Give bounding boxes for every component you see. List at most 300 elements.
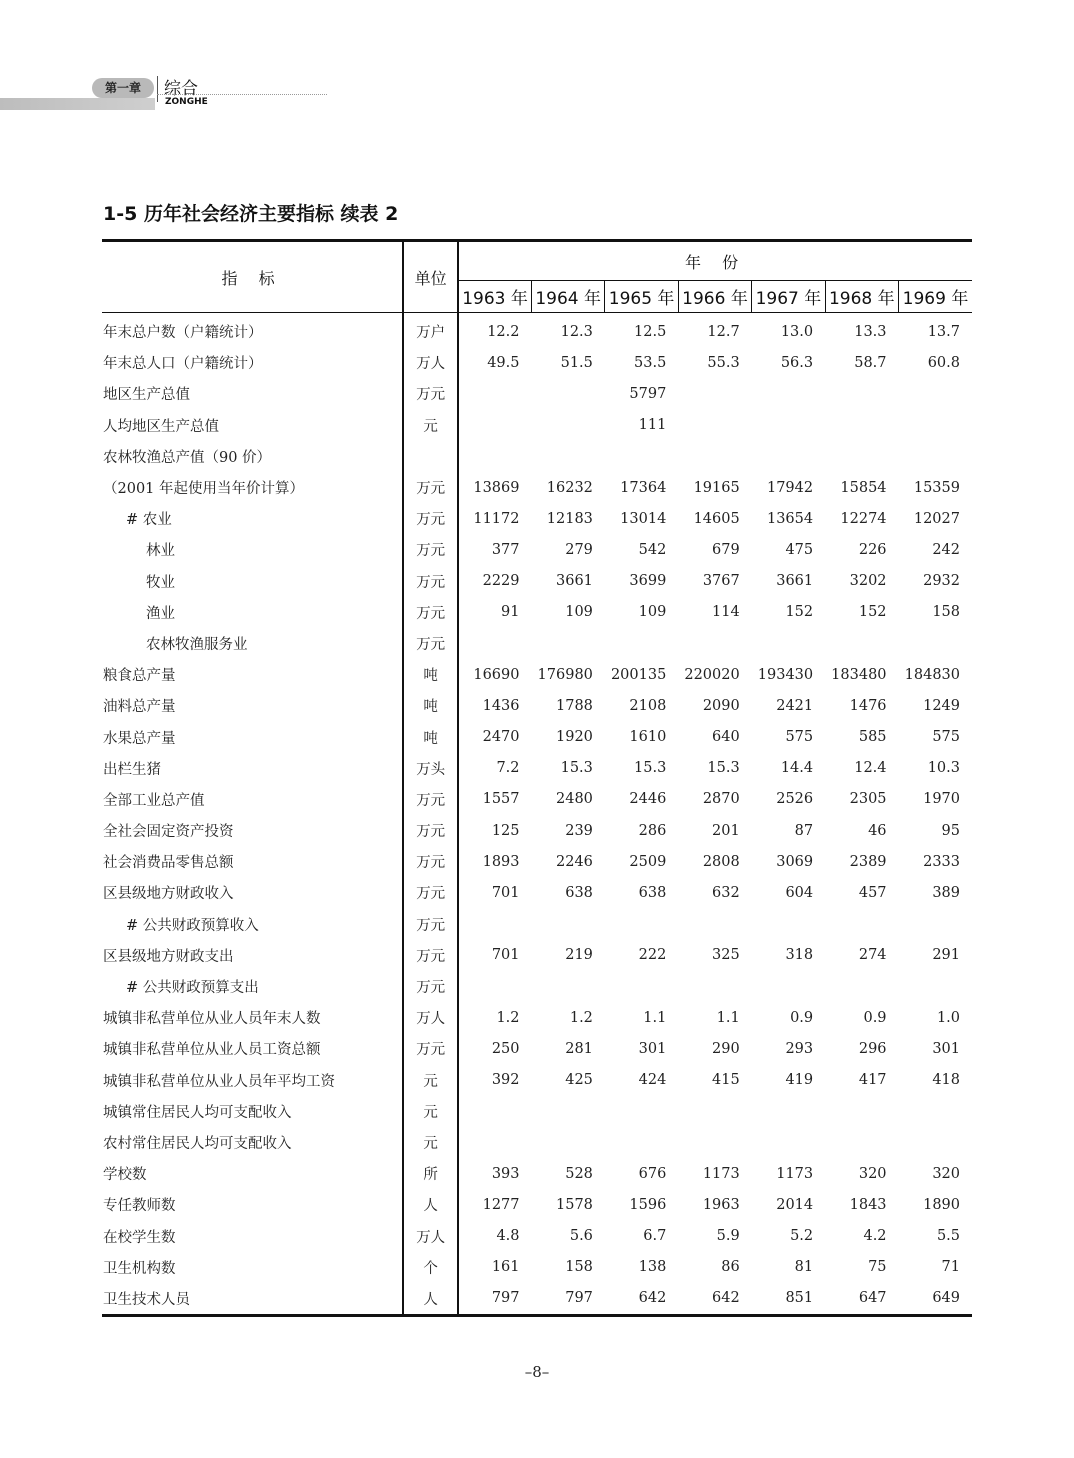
value-cell: 15.3 [634, 760, 667, 777]
chapter-badge: 第一章 [92, 78, 154, 98]
value-cell [752, 909, 825, 940]
unit-cell: 万元 [403, 378, 458, 409]
value-cell [605, 628, 678, 659]
page-number: –8– [524, 1363, 550, 1381]
value-cell: 5.6 [569, 1228, 593, 1245]
table-row [102, 721, 972, 752]
value-cell: 1963 [702, 1196, 740, 1213]
indicator-name: 在校学生数 [103, 1229, 176, 1246]
value-cell: 2470 [482, 729, 520, 746]
value-cell: 2870 [702, 791, 740, 808]
value-cell [678, 909, 751, 940]
value-cell: 95 [941, 822, 960, 839]
value-cell [458, 1096, 531, 1127]
value-cell [825, 1127, 898, 1158]
unit-cell: 万元 [403, 815, 458, 846]
value-cell [899, 909, 972, 940]
value-cell: 424 [638, 1072, 667, 1089]
value-cell: 679 [712, 541, 740, 558]
unit-cell: 万元 [403, 846, 458, 877]
value-cell: 3661 [556, 573, 593, 590]
value-cell: 797 [565, 1290, 593, 1307]
unit-cell: 个 [403, 1252, 458, 1283]
table-row [102, 815, 972, 846]
unit-cell: 元 [403, 1127, 458, 1158]
table-row [102, 753, 972, 784]
header-separator [157, 76, 158, 102]
indicator-name: 城镇非私营单位从业人员年末人数 [103, 1011, 321, 1028]
year-group-header: 年 份 [458, 241, 972, 281]
value-cell [532, 378, 605, 409]
value-cell [825, 378, 898, 409]
value-cell: 575 [932, 729, 960, 746]
indicator-name: 年末总户数（户籍统计） [103, 325, 263, 342]
table-row [102, 1189, 972, 1220]
value-cell: 152 [858, 604, 887, 621]
value-cell [458, 441, 531, 472]
value-cell: 161 [491, 1259, 520, 1276]
value-cell [899, 1096, 972, 1127]
value-cell [678, 1096, 751, 1127]
indicators-table [102, 239, 972, 1317]
value-cell: 1249 [923, 697, 960, 714]
value-cell: 1.2 [496, 1009, 520, 1026]
table-row [102, 313, 972, 348]
value-cell [532, 628, 605, 659]
value-cell: 13654 [766, 510, 814, 527]
value-cell: 415 [712, 1072, 740, 1089]
year-header: 1968 年 [825, 281, 898, 313]
value-cell: 12274 [840, 510, 887, 527]
unit-cell: 万元 [403, 971, 458, 1002]
value-cell: 2333 [923, 853, 960, 870]
value-cell: 417 [858, 1072, 887, 1089]
value-cell [899, 378, 972, 409]
unit-cell: 万人 [403, 347, 458, 378]
value-cell: 528 [565, 1165, 593, 1182]
value-cell: 111 [638, 417, 667, 434]
value-cell [458, 410, 531, 441]
value-cell: 1.0 [936, 1009, 960, 1026]
value-cell: 638 [638, 884, 667, 901]
value-cell: 13.7 [927, 323, 960, 340]
table-row [102, 877, 972, 908]
indicator-name: 粮食总产量 [103, 668, 176, 685]
value-cell [752, 628, 825, 659]
value-cell: 2305 [849, 791, 887, 808]
indicator-name: 农林牧渔总产值（90 价） [103, 449, 272, 466]
value-cell: 12.4 [854, 760, 887, 777]
unit-cell: 人 [403, 1283, 458, 1316]
value-cell [825, 971, 898, 1002]
value-cell: 418 [932, 1072, 960, 1089]
value-cell: 604 [785, 884, 814, 901]
value-cell: 291 [932, 947, 960, 964]
unit-cell: 万元 [403, 534, 458, 565]
indicator-name: 全社会固定资产投资 [103, 824, 234, 841]
value-cell: 176980 [537, 666, 593, 683]
year-header: 1963 年 [458, 281, 531, 313]
value-cell [458, 1127, 531, 1158]
value-cell: 642 [712, 1290, 740, 1307]
value-cell: 649 [932, 1290, 960, 1307]
value-cell [752, 378, 825, 409]
value-cell: 239 [565, 822, 593, 839]
value-cell: 14605 [693, 510, 740, 527]
table-row [102, 1065, 972, 1096]
indicator-name: 出栏生猪 [103, 761, 161, 778]
table-row [102, 628, 972, 659]
value-cell: 16690 [473, 666, 520, 683]
value-cell: 114 [712, 604, 740, 621]
value-cell: 425 [565, 1072, 593, 1089]
indicator-name: # 公共财政预算支出 [126, 980, 259, 997]
unit-cell [403, 441, 458, 472]
value-cell: 1970 [923, 791, 960, 808]
table-row [102, 1002, 972, 1033]
value-cell: 250 [491, 1040, 520, 1057]
value-cell: 12.7 [707, 323, 740, 340]
table-row [102, 378, 972, 409]
value-cell: 201 [712, 822, 740, 839]
value-cell [532, 1127, 605, 1158]
value-cell: 389 [932, 884, 960, 901]
unit-cell: 元 [403, 410, 458, 441]
value-cell: 87 [794, 822, 814, 839]
value-cell: 3767 [702, 573, 740, 590]
table-row [102, 971, 972, 1002]
value-cell [825, 441, 898, 472]
indicator-name: 社会消费品零售总额 [103, 855, 234, 872]
table-body [102, 313, 972, 1316]
value-cell: 109 [638, 604, 667, 621]
unit-column-header: 单位 [403, 241, 458, 313]
value-cell: 0.9 [863, 1009, 887, 1026]
year-header: 1969 年 [899, 281, 972, 313]
indicator-name: 渔业 [146, 605, 175, 622]
value-cell: 219 [565, 947, 593, 964]
unit-cell: 元 [403, 1096, 458, 1127]
indicator-name: 水果总产量 [103, 730, 176, 747]
value-cell [458, 378, 531, 409]
value-cell: 632 [712, 884, 740, 901]
value-cell: 377 [491, 541, 520, 558]
table-row [102, 503, 972, 534]
indicator-name: 专任教师数 [103, 1198, 176, 1215]
value-cell: 15.3 [707, 760, 740, 777]
value-cell: 2014 [776, 1196, 814, 1213]
unit-cell: 万元 [403, 909, 458, 940]
value-cell: 2480 [556, 791, 593, 808]
value-cell [532, 410, 605, 441]
value-cell [678, 971, 751, 1002]
value-cell: 1277 [482, 1196, 520, 1213]
value-cell: 19165 [693, 479, 740, 496]
indicator-name: # 农业 [126, 512, 172, 529]
value-cell [532, 441, 605, 472]
value-cell: 1.1 [716, 1009, 740, 1026]
value-cell: 2446 [629, 791, 667, 808]
indicator-name: 城镇非私营单位从业人员工资总额 [103, 1042, 321, 1059]
value-cell: 293 [785, 1040, 814, 1057]
header-gray-bar [0, 98, 155, 110]
value-cell: 17364 [620, 479, 667, 496]
value-cell [752, 1127, 825, 1158]
indicator-name: # 公共财政预算收入 [126, 917, 259, 934]
value-cell: 585 [858, 729, 887, 746]
value-cell: 5797 [629, 385, 667, 402]
value-cell: 58.7 [854, 354, 887, 371]
value-cell [752, 971, 825, 1002]
value-cell: 12.5 [634, 323, 667, 340]
value-cell: 14.4 [780, 760, 814, 777]
unit-cell: 万元 [403, 597, 458, 628]
value-cell: 1920 [556, 729, 593, 746]
value-cell [825, 909, 898, 940]
value-cell: 125 [491, 822, 520, 839]
value-cell: 2932 [923, 573, 960, 590]
table-row [102, 1220, 972, 1251]
value-cell [678, 410, 751, 441]
value-cell: 279 [565, 541, 593, 558]
unit-cell: 万人 [403, 1220, 458, 1251]
table-row [102, 566, 972, 597]
indicator-name: 人均地区生产总值 [103, 418, 219, 435]
value-cell [825, 628, 898, 659]
value-cell: 1578 [556, 1196, 593, 1213]
value-cell [825, 1096, 898, 1127]
unit-cell: 万元 [403, 628, 458, 659]
value-cell: 4.2 [863, 1228, 887, 1245]
value-cell: 12027 [913, 510, 960, 527]
unit-cell: 万元 [403, 472, 458, 503]
value-cell: 15854 [840, 479, 887, 496]
value-cell: 475 [785, 541, 814, 558]
table-row [102, 472, 972, 503]
value-cell: 2509 [629, 853, 667, 870]
unit-cell: 万元 [403, 877, 458, 908]
value-cell: 13869 [473, 479, 520, 496]
value-cell: 1.1 [643, 1009, 667, 1026]
indicator-name: 农村常住居民人均可支配收入 [103, 1135, 292, 1152]
value-cell: 1788 [556, 697, 593, 714]
table-row [102, 940, 972, 971]
indicator-name: 农林牧渔服务业 [146, 636, 248, 653]
value-cell: 1843 [849, 1196, 887, 1213]
value-cell: 193430 [757, 666, 814, 683]
value-cell: 5.2 [790, 1228, 814, 1245]
indicator-name: 全部工业总产值 [103, 792, 205, 809]
value-cell [605, 441, 678, 472]
table-row [102, 1252, 972, 1283]
value-cell: 6.7 [643, 1228, 667, 1245]
value-cell: 0.9 [790, 1009, 814, 1026]
value-cell: 15359 [913, 479, 960, 496]
value-cell [752, 410, 825, 441]
value-cell [532, 909, 605, 940]
chapter-name: 综合 [164, 79, 198, 99]
value-cell: 392 [491, 1072, 520, 1089]
table-row [102, 846, 972, 877]
value-cell: 393 [491, 1165, 520, 1182]
indicator-name: 林业 [146, 543, 175, 560]
value-cell [752, 441, 825, 472]
unit-cell: 万元 [403, 503, 458, 534]
indicator-column-header: 指 标 [102, 241, 403, 313]
value-cell [752, 1096, 825, 1127]
value-cell: 1.2 [569, 1009, 593, 1026]
value-cell: 46 [868, 822, 887, 839]
value-cell [899, 1127, 972, 1158]
value-cell: 17942 [766, 479, 814, 496]
value-cell: 542 [638, 541, 667, 558]
value-cell: 51.5 [560, 354, 593, 371]
value-cell [605, 971, 678, 1002]
header-dotted-line [157, 94, 327, 95]
value-cell: 1557 [482, 791, 520, 808]
value-cell: 1476 [849, 697, 887, 714]
value-cell: 676 [638, 1165, 667, 1182]
value-cell: 7.2 [496, 760, 520, 777]
indicator-name: 卫生技术人员 [103, 1291, 190, 1308]
value-cell: 152 [785, 604, 814, 621]
value-cell: 138 [638, 1259, 667, 1276]
value-cell [458, 909, 531, 940]
table-row [102, 690, 972, 721]
value-cell: 86 [721, 1259, 740, 1276]
unit-cell: 吨 [403, 690, 458, 721]
table-header [102, 241, 972, 313]
table-row [102, 659, 972, 690]
value-cell: 3699 [629, 573, 667, 590]
value-cell: 642 [638, 1290, 667, 1307]
value-cell: 75 [868, 1259, 887, 1276]
table-row [102, 1158, 972, 1189]
indicator-name: 年末总人口（户籍统计） [103, 356, 263, 373]
table-row [102, 784, 972, 815]
value-cell: 318 [785, 947, 814, 964]
value-cell: 53.5 [634, 354, 667, 371]
value-cell: 2389 [849, 853, 887, 870]
value-cell: 15.3 [560, 760, 593, 777]
indicator-name: 区县级地方财政收入 [103, 886, 234, 903]
indicator-name: 城镇常住居民人均可支配收入 [103, 1104, 292, 1121]
value-cell: 184830 [904, 666, 960, 683]
value-cell: 320 [932, 1165, 960, 1182]
value-cell [825, 410, 898, 441]
value-cell [678, 1127, 751, 1158]
unit-cell: 万头 [403, 753, 458, 784]
value-cell: 49.5 [487, 354, 520, 371]
value-cell: 11172 [473, 510, 520, 527]
value-cell: 640 [712, 729, 740, 746]
value-cell: 3202 [849, 573, 887, 590]
value-cell: 158 [932, 604, 960, 621]
table-row [102, 534, 972, 565]
indicator-name: 地区生产总值 [103, 387, 190, 404]
value-cell: 13.3 [854, 323, 887, 340]
value-cell: 457 [858, 884, 887, 901]
value-cell: 2808 [702, 853, 740, 870]
value-cell: 301 [638, 1040, 667, 1057]
value-cell: 286 [638, 822, 667, 839]
value-cell: 797 [491, 1290, 520, 1307]
value-cell [532, 971, 605, 1002]
table-row [102, 347, 972, 378]
value-cell: 183480 [831, 666, 887, 683]
table-row [102, 441, 972, 472]
indicator-name: 牧业 [146, 574, 175, 591]
value-cell: 12.2 [487, 323, 520, 340]
value-cell: 3661 [776, 573, 814, 590]
value-cell [899, 971, 972, 1002]
value-cell: 2526 [776, 791, 814, 808]
value-cell [605, 909, 678, 940]
value-cell: 1890 [923, 1196, 960, 1213]
value-cell: 13.0 [780, 323, 814, 340]
unit-cell: 万元 [403, 566, 458, 597]
value-cell: 158 [565, 1259, 593, 1276]
indicator-name: （2001 年起使用当年价计算） [103, 481, 305, 498]
value-cell: 851 [785, 1290, 814, 1307]
value-cell: 226 [858, 541, 887, 558]
indicator-name: 城镇非私营单位从业人员年平均工资 [103, 1073, 335, 1090]
year-header: 1967 年 [752, 281, 825, 313]
indicator-name: 油料总产量 [103, 699, 176, 716]
unit-cell: 吨 [403, 721, 458, 752]
value-cell: 325 [712, 947, 740, 964]
value-cell: 222 [638, 947, 667, 964]
value-cell: 16232 [546, 479, 593, 496]
value-cell [899, 410, 972, 441]
value-cell: 13014 [620, 510, 667, 527]
value-cell: 60.8 [927, 354, 960, 371]
value-cell [605, 1096, 678, 1127]
value-cell [678, 441, 751, 472]
value-cell: 242 [932, 541, 960, 558]
indicator-name: 区县级地方财政支出 [103, 948, 234, 965]
value-cell: 2246 [556, 853, 593, 870]
table-row [102, 1033, 972, 1064]
value-cell: 200135 [610, 666, 667, 683]
value-cell: 2421 [776, 697, 814, 714]
unit-cell: 万元 [403, 784, 458, 815]
value-cell: 575 [785, 729, 814, 746]
value-cell: 274 [858, 947, 887, 964]
unit-cell: 万元 [403, 940, 458, 971]
unit-cell: 人 [403, 1189, 458, 1220]
value-cell [678, 378, 751, 409]
chapter-header [0, 70, 330, 110]
table-row [102, 1096, 972, 1127]
indicator-name: 卫生机构数 [103, 1260, 176, 1277]
value-cell: 220020 [684, 666, 740, 683]
unit-cell: 万户 [403, 313, 458, 348]
value-cell: 701 [491, 884, 520, 901]
value-cell [532, 1096, 605, 1127]
value-cell: 1610 [629, 729, 667, 746]
value-cell: 55.3 [707, 354, 740, 371]
table-row [102, 1283, 972, 1316]
value-cell: 647 [858, 1290, 887, 1307]
chapter-pinyin: ZONGHE [165, 97, 208, 107]
value-cell: 5.5 [936, 1228, 960, 1245]
value-cell: 1173 [702, 1165, 740, 1182]
value-cell: 296 [858, 1040, 887, 1057]
value-cell [899, 441, 972, 472]
table-row [102, 597, 972, 628]
value-cell: 281 [565, 1040, 593, 1057]
